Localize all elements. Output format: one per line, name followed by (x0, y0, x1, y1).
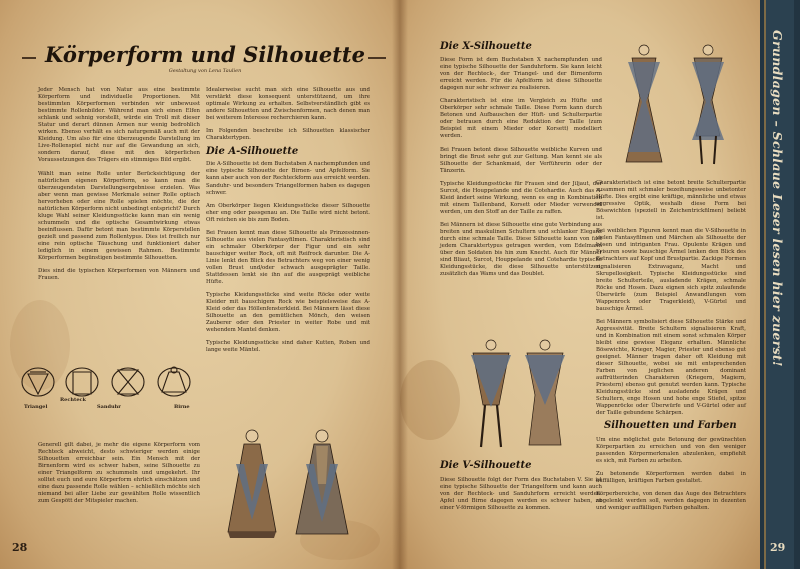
a-silhouette-woman-figure (228, 430, 276, 538)
v-silhouette-man-figure (471, 340, 511, 447)
paragraph: Dies sind die typischen Körperformen von Männern und Frauen. (38, 268, 200, 282)
left-column-2 (206, 87, 370, 361)
paper-stain (400, 360, 460, 440)
paragraph: Charakteristisch ist eine im Vergleich zu Hüfte und Oberkörper sehr schmale Taille. Diese Form kann durch Betonen und Aufbauschen der Hüft- und Schulterpartie oder betrauen durch eine Reduktion der Taille (zum Beispiel mit einem Mieder oder Korsett) modelliert werden. (440, 98, 602, 140)
paragraph: Diese Form ist dem Buchstaben X nachempfunden und eine typische Silhouette der Sanduhrform. Sie kann leicht von der Rechteck-, der Triangel- und der Birnenform erreicht werden. Für die Apfelform ist diese Silhouette dagegen nur sehr schwer zu realisieren. (440, 57, 602, 92)
shape-label-triangle: Triangel (24, 404, 48, 410)
rectangle-shape-icon (66, 368, 98, 396)
x-silhouette-heading: Die X-Silhouette (440, 41, 532, 52)
a-silhouette-figures (218, 424, 368, 544)
v-silhouette-woman-figure (525, 340, 565, 445)
page-number-left: 28 (12, 541, 28, 554)
right-column-2 (596, 180, 746, 424)
paragraph: Wählt man seine Rolle unter Berücksichtigung der natürlichen eigenen Körperform, so kann man die überzeugendsten Darstellungsergebnisse erzielen. Was aber wenn man gewisse Merkmale seiner Rolle optisch hervorheben oder eine Rolle spielen möchte, die der natürlichen Körperform nicht unbedingt entspricht? Durch kluge Wahl seiner Kleidungsstücke kann man ein wenig schummeln und die optische Gesamtwirkung etwas beeinflussen. Dafür betont man bestimmte Körperstellen gezielt und passend zum Rollentypus. Dies ist freilich nur eine rein optische Täuschung und funktioniert daher lediglich in einem gewissen Rahmen. Bestimmte Körperformen begünstigen bestimmte Silhouetten. (38, 170, 200, 262)
paragraph: Typische Kleidungsstücke für Frauen sind der Jiljaut, der Surcot, die Houppelande und die Cotehardie. Auch das A-Kleid ändert seine Wirkung, wenn es eng in Kombination mit einem Taillenband, Korsett oder Mieder verwendet werden, um den Stoff an der Taille zu raffen. (440, 180, 602, 215)
page-number-right: 29 (770, 541, 786, 554)
shape-label-rectangle: Rechteck (60, 397, 87, 403)
v-silhouette-figures (465, 335, 575, 455)
paragraph: Im Folgenden beschreibe ich Silhouetten klassischer Charaktertypen. (206, 128, 370, 142)
paragraph: Bei Frauen kennt man diese Silhouette als Prinzessinnen-Silhouette aus vielen Fantasyfilmen. Charakteristisch sind ein schmaler Oberkörper der Figur und ein sehr bauschiger weiter Rock, oft mit Reifrock darunter. Die A-Linie lenkt den Blick des Betrachters weg von einer wenig vollen Brust und/oder schwach ausgeprägter Taille. Stattdessen lenkt sie ihn auf die ausgeprägt weibliche Hüfte. (206, 229, 370, 286)
paragraph: Charakteristisch ist eine betont breite Schulterpartie zusammen mit schmaler bezeihungsweise unbetonter Hüfte. Dies ergibt eine kräftige, männliche und etwas aggressive Optik, weshalb diese Form bei Bösewichten (speziell in Zeichentrickfilmen) beliebt ist. (596, 180, 746, 222)
right-column-1-bottom (440, 477, 602, 518)
byline: Gestaltung von Lena Taulien (168, 68, 242, 74)
triangle-shape-icon (22, 368, 54, 396)
left-column-1 (38, 87, 200, 288)
paragraph: Bei Frauen betont diese Silhouette weibliche Kurven und bringt die Brust sehr gut zur Geltung. Man kennt sie als Silhouette der Schankmaid, der Verführerin oder der Tänzerin. (440, 146, 602, 174)
paragraph: Generell gilt dabei, je mehr die eigene Körperform vom Rechteck abweicht, desto schwieriger werden einige Silhouetten erreichbar sein. Ein Mensch mit der Birnenform wird es schwer haben, seine Silhouette zu einer Triangelform zu schummeln und umgekehrt. Ihr solltet euch und eure Körperform ehrlich einschätzen und eine dazu passende Rolle wählen – schließlich möchte sich niemand bei aller Liebe zur gewählten Rolle wissentlich zum Gespött der Mitspieler machen. (38, 442, 200, 505)
pear-shape-icon (158, 367, 190, 396)
page-title: Körperform und Silhouette (45, 42, 365, 67)
silhouettes-colors-heading: Silhouetten und Farben (604, 420, 737, 431)
right-column-1 (440, 57, 602, 284)
paragraph: Um eine möglichst gute Betonung der gewünschten Körperpartien zu erreichen und von den weniger passenden Körpermerkmalen abzulenken, empfiehlt es sich, mit Farben zu arbeiten. (596, 437, 746, 465)
v-silhouette-heading: Die V-Silhouette (440, 460, 532, 471)
paragraph: Diese Silhouette folgt der Form des Buchstaben V. Sie ist eine typische Silhouette der Triangelform und kann auch von der Rechteck- und Sanduhrform erreicht werden. Apfel und Birne dagegen werden es schwer haben, zu einer V-förmigen Silhouette zu kommen. (440, 477, 602, 512)
paragraph: Idealerweise sucht man sich eine Silhouette aus und verstärkt diese konsequent unterstützend, um ihre optimale Wirkung zu erhalten. Selbstverständlich gibt es andere Silhouetten und Zwischenformen, nach denen man bei weiterem Interesse recherchieren kann. (206, 87, 370, 122)
a-silhouette-heading: Die A-Silhouette (206, 146, 299, 158)
paragraph: Körperbereiche, von denen das Auge des Betrachters abgelenkt werden soll, werden dagegen in dezenten und weniger auffälligen Farben gehalten. (596, 491, 746, 512)
left-column-1-bottom (38, 442, 200, 511)
paragraph: Bei Männern ist diese Silhouette eine gute Verbindung aus breiten und maskulinen Schultern und schlanker Eleganz durch eine schmale Taille. Diese Silhouette kann von fast jedem Charaktertypus getragen werden, vom Edelmann über den Soldaten bis hin zum Knecht. Auch für Männer sind Bliaut, Surcot, Houppelande und Cotehardie typische Kleidungsstücke, die diese Silhouette unterstützen, zusätzlich das Wams und das Doublet. (440, 221, 602, 278)
x-silhouette-woman-figure (626, 45, 662, 162)
paragraph: Typische Kleidungsstücke sind daher Kutten, Roben und lange weite Mäntel. (206, 340, 370, 354)
x-silhouette-figures (612, 40, 742, 172)
paragraph: Bei Männern symbolisiert diese Silhouette Stärke und Aggressivität. Breite Schultern signalisieren Kraft, und in Kombination mit einem sonst schmalen Körper bleibt eine gewisse Eleganz erhalten. Männliche Bösewichte, Krieger, Magier, Priester und ebenso gut geeignet. Männer tragen daher oft Kleidung mit dieser Silhouette, wobei sie mit entsprechenden Farben von jeglichen anderen dominant auffrütterinden Charakteren (Kriegern, Magiern, Priestern) ebenso gut genutzt werden kann. Typische Kleidungsstücke sind ausladende Krägen und Schultern, enge Hosen und hohe enge Stiefel, spitze Wappenröcke oder Überwürfe und V-Gürtel oder auf der Taille gebundene Schärpen. (596, 318, 746, 417)
paragraph: Bei weiblichen Figuren kennt man die V-Silhouette in vielen Fantasyfilmen und Märchen als Silhouette der bösen und intriganten Frau. Opulente Krägen und Frisuren sowie bauschige Ärmel lenken den Blick des Betrachters auf Kopf und Brustpartie. Zackige Formen signalisieren Extravaganz, Macht und Skrupellosigkeit. Typische Kleidungsstücke sind breite Schulterteile, ausladende Krägen, schmale Röcke und Hosen. Dazu eignen sich spitz zulaufende Überwürfe (zum Beispiel Anwandlungen vom Wappenrock oder Tragerkleid), V-Gürtel und bauschige Ärmel. (596, 228, 746, 312)
hourglass-shape-icon (112, 368, 144, 396)
right-column-2-bottom (596, 437, 746, 518)
paragraph: Die A-Silhouette ist dem Buchstaben A nachempfunden und eine typische Silhouette der Birnen- und Apfelform. Sie kann aber auch von der Rechteckform aus erreicht werden. Sanduhr- und besonders Triangelformen haben es dagegen schwer. (206, 161, 370, 196)
shape-label-pear: Birne (174, 404, 190, 410)
side-band-text: Grundlagen – Schlaue Leser lesen hier zuerst! (770, 30, 785, 367)
paragraph: Zu betonende Körperformen werden dabei in auffälligen, kräftigen Farben gestaltet. (596, 471, 746, 485)
title-rule-left (22, 57, 36, 59)
paragraph: Jeder Mensch hat von Natur aus eine bestimmte Körperform und individuelle Proportionen. Mit bestimmten Körperformen verbinden wir unbewusst bestimmte Rollenbilder. Während man sich einen Elfen schlank und sehnig vorstellt, würde ein Troll mit dieser Statur und derart dünnen Armen nur wenig bedrohlich wirken. Ebenso verhält es sich naturgemäß auch mit der Kleidung. Um also für eine überzeugende Darstellung im Live-Rollenspiel nicht nur auf die Gewandung an sich, sondern darauf, diese mit den körperlichen Voraussetzungen des Trägers ein stimmiges Bild ergibt. (38, 87, 200, 164)
a-silhouette-man-figure (296, 430, 348, 534)
shape-label-hourglass: Sanduhr (97, 404, 121, 410)
paragraph: Typische Kleidungsstücke sind weite Röcke oder weite Kleider mit bauschigem Rock wie beispielsweise das A-Kleid oder das Höllenfensterkleid. Bei Männern lässt diese Silhouette an den gemütlichen Mönch, den weisen Zauberer oder den Priester in weiter Robe und mit wehendem Mantel denken. (206, 292, 370, 334)
x-silhouette-man-figure (692, 45, 724, 164)
paragraph: Am Oberkörper liegen Kleidungsstücke dieser Silhouette eher eng oder passgenau an. Die Taille wird nicht betont. Oft reichen sie bis zum Boden. (206, 202, 370, 223)
title-rule-right (368, 57, 386, 59)
book-gutter (392, 0, 408, 569)
